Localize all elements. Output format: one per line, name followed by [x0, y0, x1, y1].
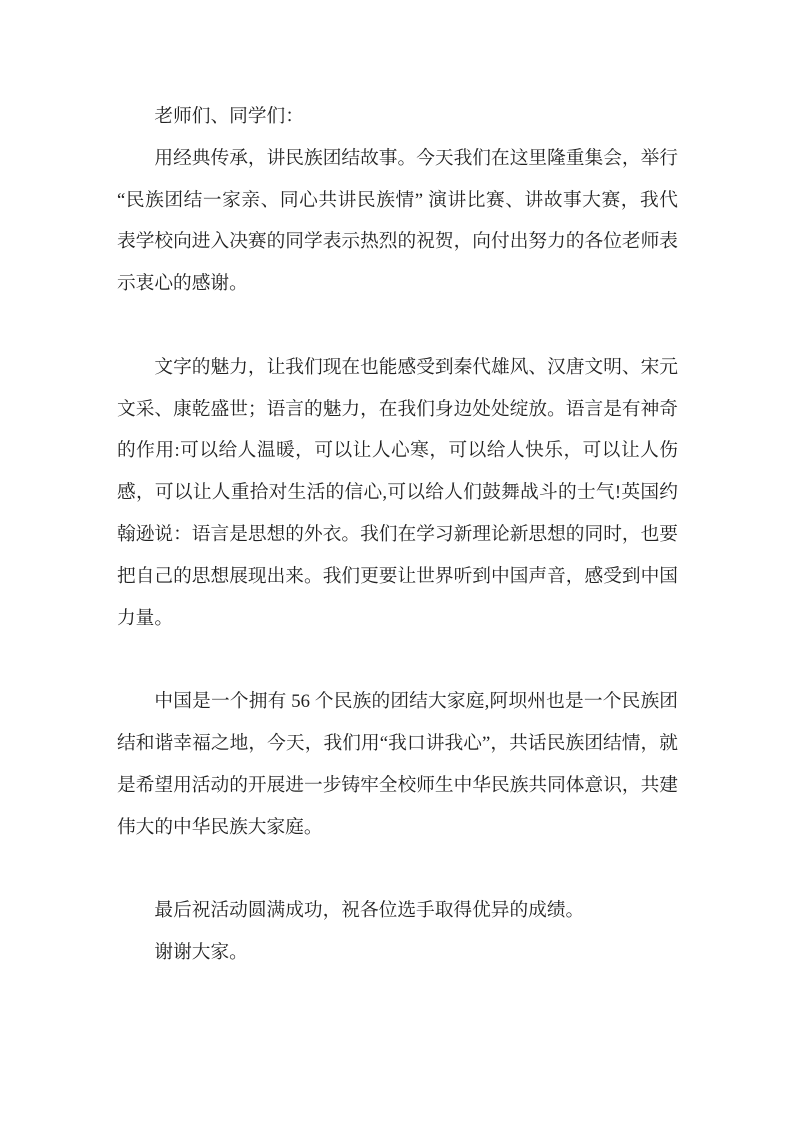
paragraph-opening-congratulations: 用经典传承，讲民族团结故事。今天我们在这里隆重集会，举行“民族团结一家亲、同心共讲民族情” 演讲比赛、讲故事大赛，我代表学校向进入决赛的同学表示热烈的祝贺，向付出努力的各位老师表示衷心的感谢。: [117, 147, 678, 295]
paragraph-charm-of-language: 文字的魅力，让我们现在也能感受到秦代雄风、汉唐文明、宋元文采、康乾盛世；语言的魅力，在我们身边处处绽放。语言是有神奇的作用:可以给人温暖，可以让人心寒，可以给人快乐，可以让人伤感，可以让人重拾对生活的信心,可以给人们鼓舞战斗的士气!英国约翰逊说：语言是思想的外衣。我们在学习新理论新思想的同时，也要把自己的思想展现出来。我们更要让世界听到中国声音，感受到中国力量。: [117, 356, 678, 629]
document-body: [117, 96, 678, 974]
paragraph-thanks: 谢谢大家。: [154, 941, 248, 963]
paragraph-salutation: 老师们、同学们：: [154, 106, 304, 127]
paragraph-ethnic-unity: 中国是一个拥有 56 个民族的团结大家庭,阿坝州也是一个民族团结和谐幸福之地，今天，我们用“我口讲我心”，共话民族团结情，就是希望用活动的开展进一步铸牢全校师生中华民族共同体意识，共建伟大的中华民族大家庭。: [117, 691, 678, 838]
paragraph-closing-wishes: 最后祝活动圆满成功，祝各位选手取得优异的成绩。: [154, 900, 585, 922]
